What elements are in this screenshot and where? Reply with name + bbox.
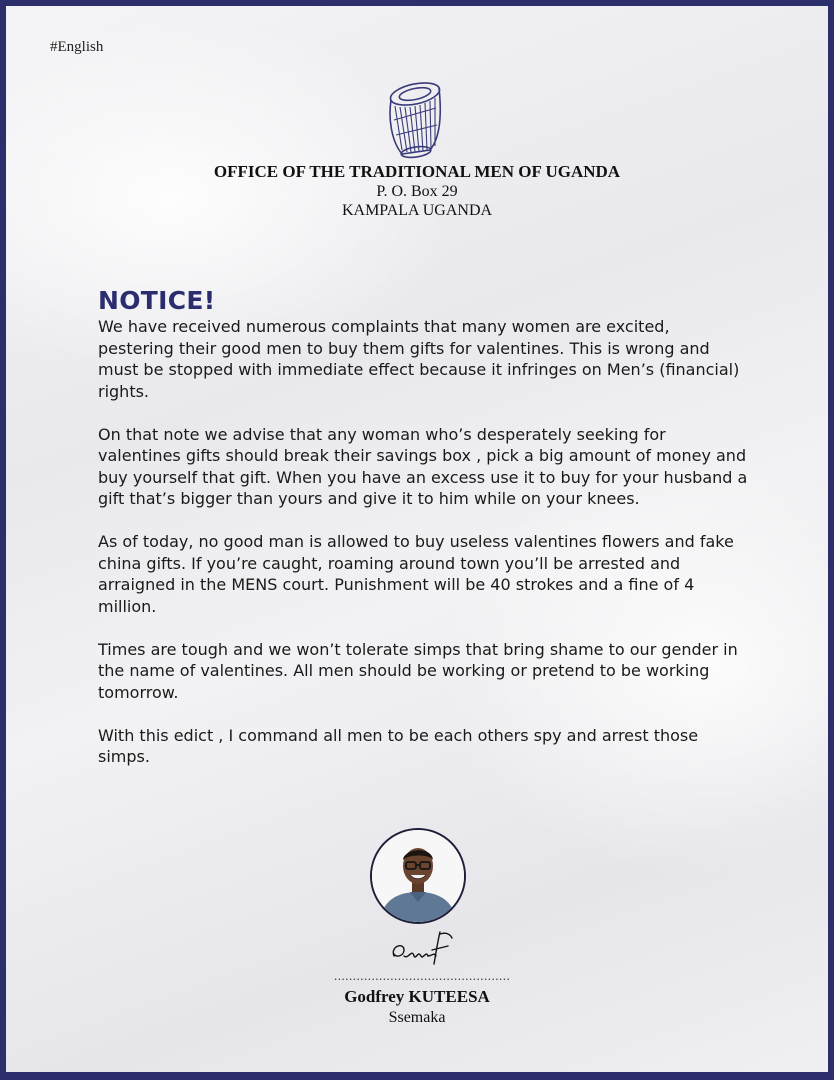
notice-paragraph: On that note we advise that any woman who’s desperately seeking for valentines gifts should break their savings box , pick a big amount of money and buy yourself that gift. When you have an excess use it to buy for your husband a gift that’s bigger than yours and give it to him while on your knees. <box>98 424 748 508</box>
notice-paragraph: As of today, no good man is allowed to buy useless valentines flowers and fake china gifts. If you’re caught, roaming around town you’ll be arrested and arraigned in the MENS court. Punishment will be 40 strokes and a fine of 4 million. <box>98 532 734 616</box>
organization-name: OFFICE OF THE TRADITIONAL MEN OF UGANDA <box>213 162 621 181</box>
notice-paragraph: Times are tough and we won’t tolerate simps that bring shame to our gender in the name of valentines. All men should be working or pretend to be working tomorrow. <box>98 639 738 702</box>
notice-document <box>6 6 828 1072</box>
signatory-title: Ssemaka <box>388 1009 446 1026</box>
notice-paragraph: With this edict , I command all men to be each others spy and arrest those simps. <box>98 725 699 766</box>
letterhead <box>6 162 828 220</box>
drum-emblem-icon <box>380 80 450 160</box>
language-tag: #English <box>50 39 104 55</box>
signatory <box>6 986 828 1028</box>
po-box: P. O. Box 29 <box>376 183 458 200</box>
signature-line: ............................................... <box>334 968 511 983</box>
notice-title: NOTICE! <box>98 286 216 315</box>
portrait-photo <box>372 830 464 922</box>
signatory-avatar <box>370 828 466 924</box>
notice-body <box>98 316 748 789</box>
city: KAMPALA UGANDA <box>341 202 493 219</box>
notice-paragraph: We have received numerous complaints that many women are excited, pestering their good men to buy them gifts for valentines. This is wrong and must be stopped with immediate effect because it infringes on Men’s (financial) rights. <box>98 317 740 401</box>
signatory-name: Godfrey KUTEESA <box>344 987 490 1006</box>
